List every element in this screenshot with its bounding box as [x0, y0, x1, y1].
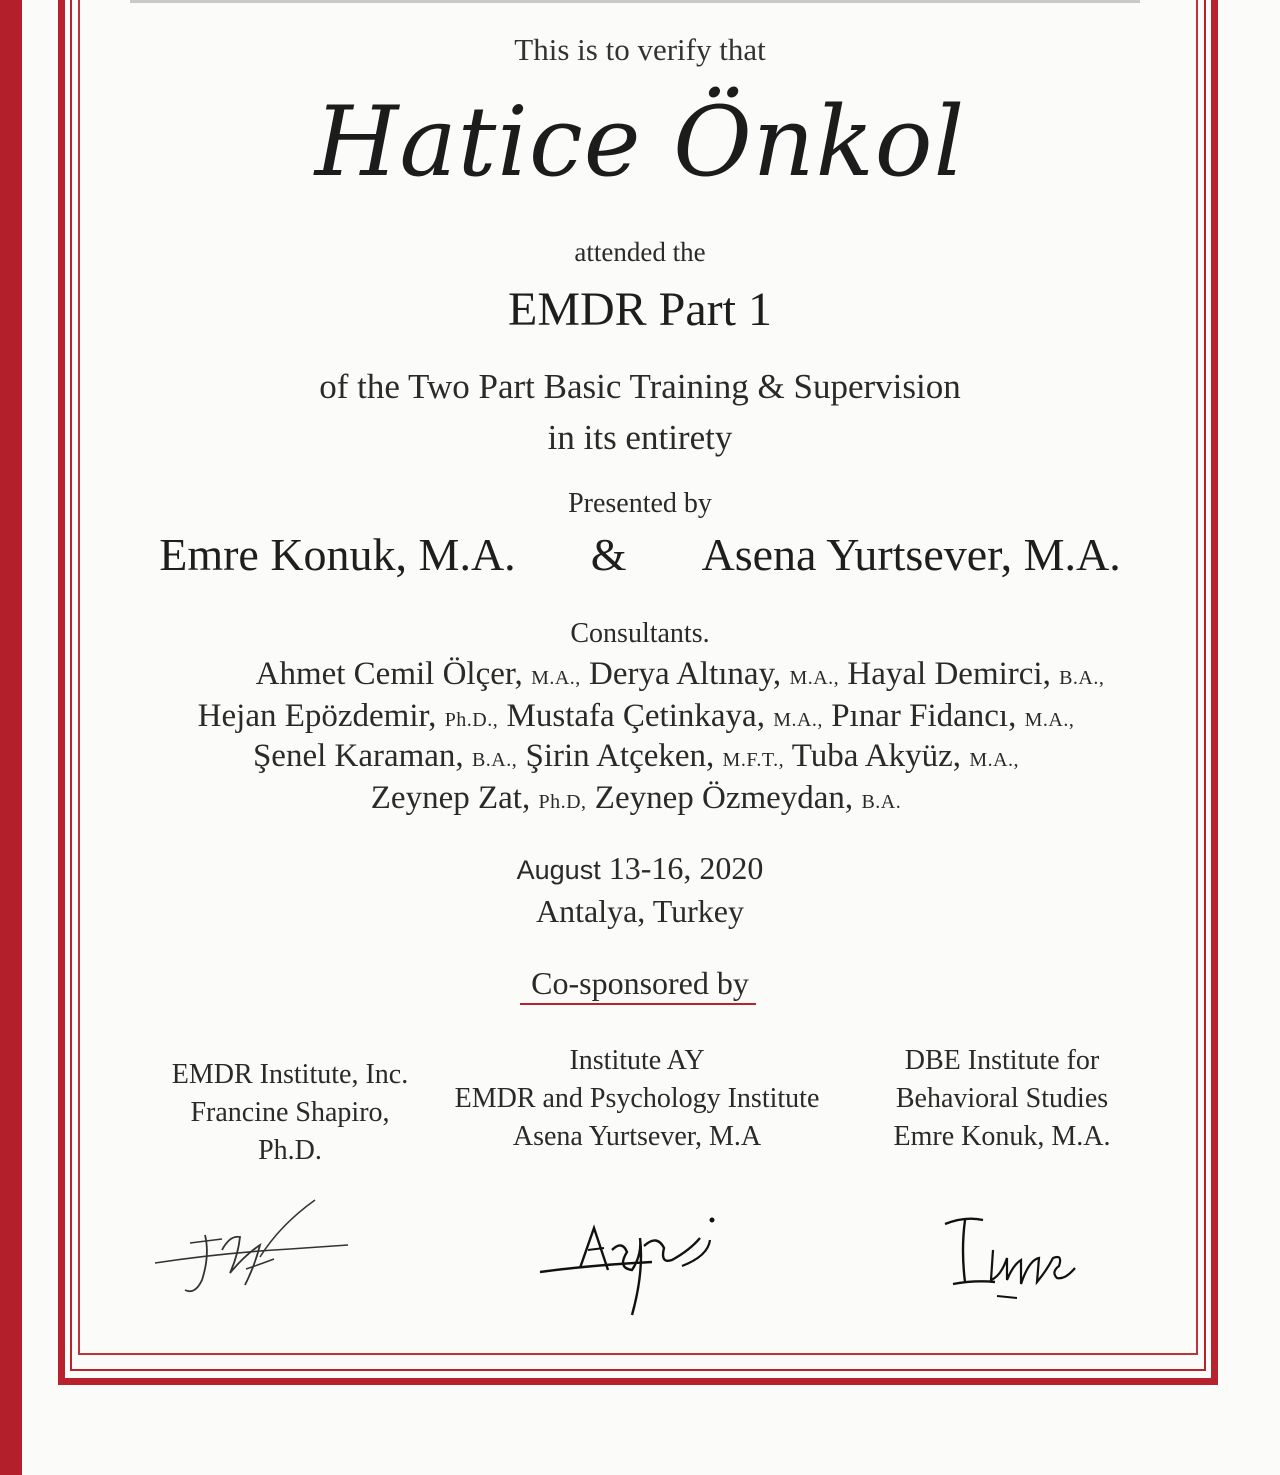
consultant-degree: Ph.D, [538, 791, 587, 813]
sponsor-dbe-institute [872, 1042, 1132, 1156]
attended-text: attended the [574, 237, 706, 267]
consultant-degree: M.A., [969, 749, 1020, 771]
event-date [0, 850, 1280, 887]
consultant-name: Derya Altınay, [589, 656, 782, 692]
sponsor-line: Emre Konuk, M.A. [893, 1121, 1111, 1152]
sponsor-line: Behavioral Studies [895, 1083, 1109, 1114]
consultant-degree: M.A., [773, 709, 823, 731]
sponsor-line: Institute AY [569, 1045, 705, 1076]
consultants-line-3 [0, 738, 1276, 775]
consultant-name: Ahmet Cemil Ölçer, [255, 656, 523, 692]
event-days: 13-16, 2020 [608, 850, 764, 886]
consultants-line-1 [40, 656, 1280, 693]
sponsor-institute-ay [432, 1042, 842, 1156]
signature-yurtsever [532, 1210, 732, 1325]
event-month: August [516, 855, 601, 885]
consultant-degree: M.A., [1024, 709, 1075, 731]
consultant-name: Zeynep Özmeydan, [594, 780, 854, 816]
verify-text: This is to verify that [514, 32, 766, 67]
consultant-name: Hejan Epözdemir, [197, 698, 437, 734]
cosponsored-heading: Co-sponsored by [531, 965, 749, 1001]
consultant-name: Zeynep Zat, [370, 780, 531, 816]
sponsor-emdr-institute [150, 1056, 430, 1170]
sponsor-line: EMDR Institute, Inc. [171, 1059, 409, 1090]
cosponsored-underline [520, 1003, 756, 1005]
consultant-degree: B.A. [861, 791, 902, 813]
consultant-name: Şenel Karaman, [252, 738, 464, 774]
consultant-name: Hayal Demirci, [847, 656, 1051, 692]
sponsor-line: EMDR and Psychology Institute [454, 1083, 820, 1114]
presenters [0, 528, 1280, 581]
consultants-heading: Consultants. [570, 618, 710, 649]
sponsor-line: DBE Institute for [904, 1045, 1100, 1076]
consultants-line-2 [0, 698, 1276, 735]
consultant-name: Tuba Akyüz, [791, 738, 962, 774]
top-rule [130, 0, 1140, 3]
consultant-degree: B.A., [1059, 667, 1105, 689]
consultant-degree: M.A., [531, 667, 581, 689]
sponsor-line: Francine Shapiro, [190, 1097, 390, 1128]
presenter-2: Asena Yurtsever, M.A. [701, 529, 1121, 580]
sponsor-line: Asena Yurtsever, M.A [512, 1121, 762, 1152]
course-title: EMDR Part 1 [508, 283, 772, 336]
consultant-degree: B.A., [471, 749, 518, 771]
consultant-degree: Ph.D., [444, 709, 499, 731]
consultant-name: Şirin Atçeken, [525, 738, 715, 774]
presented-by-label: Presented by [568, 488, 712, 519]
recipient-name: Hatice Önkol [314, 86, 966, 198]
presenter-1: Emre Konuk, M.A. [159, 529, 516, 580]
course-entirety: in its entirety [547, 418, 733, 457]
signature-konuk [935, 1210, 1085, 1310]
sponsor-line: Ph.D. [258, 1135, 322, 1166]
signature-shapiro [150, 1195, 360, 1310]
consultant-name: Mustafa Çetinkaya, [506, 698, 765, 734]
consultant-degree: M.A., [789, 667, 840, 689]
consultant-name: Pınar Fidancı, [831, 698, 1017, 734]
consultant-degree: M.F.T., [722, 749, 785, 771]
event-location: Antalya, Turkey [536, 893, 744, 929]
ampersand: & [590, 529, 627, 580]
course-description: of the Two Part Basic Training & Supervision [319, 367, 961, 406]
consultants-line-4 [0, 780, 1276, 817]
